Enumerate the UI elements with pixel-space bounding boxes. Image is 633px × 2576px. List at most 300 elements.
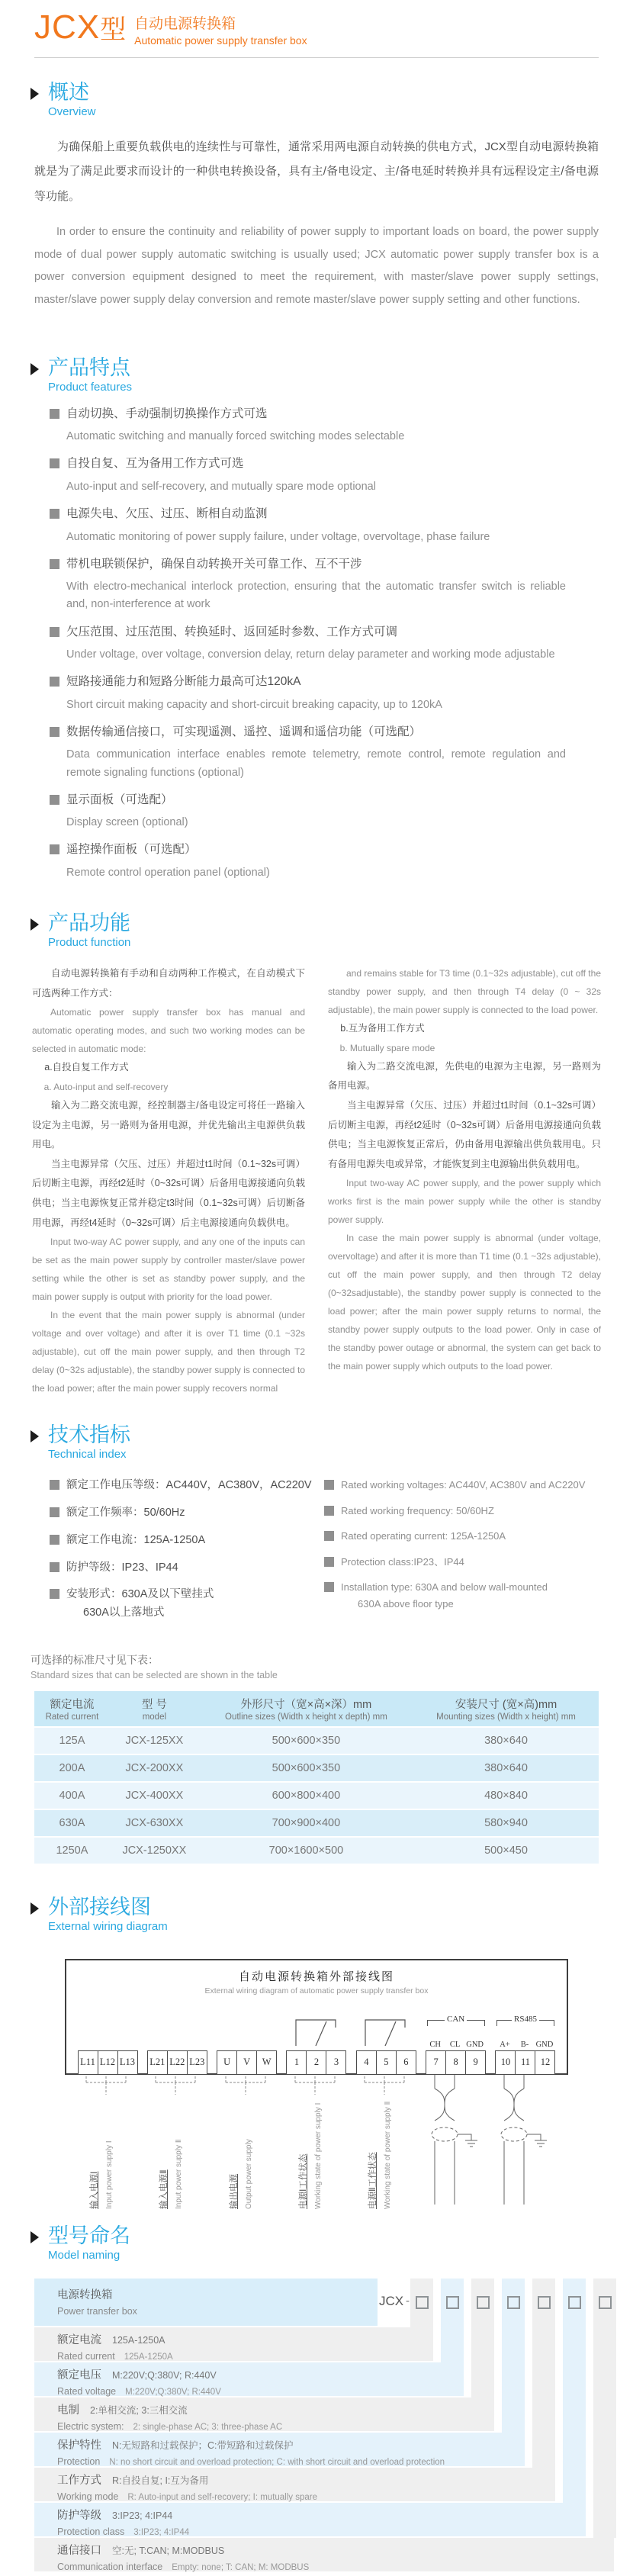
- naming-label-cn: 电制: [57, 2404, 79, 2417]
- table-cell: 480×840: [413, 1782, 599, 1809]
- technical-item-text: [341, 1529, 506, 1544]
- naming-column-strip: [563, 2279, 586, 2503]
- header-label-en: model: [142, 1712, 167, 1722]
- size-table-note: [31, 1652, 599, 1680]
- feature-text-cn: [50, 674, 599, 690]
- table-cell: 500×600×350: [199, 1754, 413, 1782]
- technical-item-cont: 630A above floor type: [358, 1597, 454, 1610]
- naming-label-cn: 保护特性: [57, 2439, 101, 2452]
- pin-label: CH: [429, 2040, 441, 2049]
- technical-item: [50, 1587, 324, 1622]
- naming-column-strip: [593, 2279, 616, 2538]
- section-wiring-heading: [31, 1896, 633, 1933]
- feature-label-cn: 带机电联锁保护，确保自动转换开关可靠工作、互不干涉: [66, 557, 362, 571]
- size-table-note-en: Standard sizes that can be selected are shown in the table: [31, 1669, 278, 1680]
- section-overview-heading: [31, 81, 633, 118]
- technical-item-line: 防护等级：IP23、IP44: [66, 1561, 178, 1574]
- section-title-cn: 概述: [48, 81, 89, 104]
- wiring-lane: [493, 2075, 554, 2212]
- terminal-overhead: [217, 2009, 278, 2050]
- section-triangle-icon: [31, 88, 39, 100]
- model-code: JCX: [34, 8, 101, 46]
- naming-row: [34, 2468, 555, 2501]
- table-row: [34, 1782, 599, 1809]
- feature-label-en: Short circuit making capacity and short-circuit breaking capacity, up to 120kA: [66, 698, 442, 711]
- terminal-group: [495, 2009, 556, 2075]
- terminal-cell: 2: [306, 2050, 326, 2075]
- technical-item-line: Rated operating current: 125A-1250A: [341, 1530, 506, 1542]
- technical-item-line: 额定工作频率：50/60Hz: [66, 1507, 185, 1520]
- bullet-square-icon: [50, 1507, 59, 1517]
- wiring-diagram-title-en: External wiring diagram of automatic power supply transfer box: [204, 1986, 429, 1996]
- feature-label-en: Data communication interface enables remote telemetry, remote control, remote regulation and remote signaling functions (optional): [66, 748, 566, 779]
- table-cell: 380×640: [413, 1727, 599, 1754]
- feature-label-en: Automatic switching and manually forced switching modes selectable: [66, 430, 405, 443]
- naming-value-en: N: no short circuit and overload protection; C: with short circuit and overload protection: [109, 2457, 445, 2467]
- technical-item-line: 额定工作电流：125A-1250A: [66, 1533, 206, 1546]
- header-label-cn: 额定电流: [50, 1698, 95, 1711]
- terminal-cells: [495, 2050, 555, 2075]
- technical-index-lists: [50, 1478, 599, 1632]
- terminal-group: [146, 2009, 207, 2075]
- naming-label-en: Power transfer box: [57, 2305, 137, 2317]
- naming-value-cn: 2:单相交流; 3:三相交流: [90, 2404, 188, 2416]
- table-cell: 125A: [34, 1727, 110, 1754]
- naming-label-en: Communication interface: [57, 2561, 163, 2572]
- terminal-cell: 10: [495, 2050, 516, 2075]
- naming-value-cn: 3:IP23; 4:IP44: [112, 2510, 173, 2521]
- wire-label-cn: 输入电源Ⅰ: [90, 2171, 99, 2209]
- section-triangle-icon: [31, 1430, 39, 1442]
- function-paragraph: In case the main power supply is abnormal (under voltage, overvoltage) and after it is more than T1 time (0.1 ~32s adjustable), cut off the main power supply, and then through T2 delay (0~32sadjustable), the standby power supply is connected to the load power; after the main power supply returns to normal, the standby power supply outputs to the load power. Only in case of the standby power outage or abnormal, the system can get back to the main power supply which outputs to the load power.: [328, 1233, 601, 1372]
- function-paragraph: and remains stable for T3 time (0.1~32s adjustable), cut off the standby power supply, and then through T4 delay (0 ~ 32s adjustable), the main power supply is connected to the load power.: [328, 968, 601, 1016]
- feature-text-cn: [50, 455, 599, 472]
- naming-row-line-cn: [57, 2507, 586, 2523]
- table-header-cell: [34, 1691, 110, 1727]
- terminal-overhead: [146, 2009, 207, 2050]
- terminal-cell: 3: [326, 2050, 346, 2075]
- wire-label-cn: 输出电源: [229, 2173, 239, 2209]
- table-cell: JCX-125XX: [110, 1727, 199, 1754]
- naming-row-line-cn: [57, 2366, 464, 2382]
- bus-bracket: [427, 2014, 485, 2026]
- function-paragraph: b.互为备用工作方式: [340, 1023, 425, 1034]
- terminal-group: [355, 2009, 416, 2075]
- technical-item-text: [341, 1478, 585, 1493]
- pin-label: A+: [500, 2040, 510, 2049]
- naming-label-en: Protection class: [57, 2526, 125, 2537]
- terminal-cell: L21: [147, 2050, 168, 2075]
- feature-label-en: Under voltage, over voltage, conversion delay, return delay parameter and working mode adjustable: [66, 648, 555, 661]
- naming-row-line-en: [57, 2525, 586, 2539]
- table-cell: 700×900×400: [199, 1809, 413, 1837]
- section-triangle-icon: [31, 363, 39, 375]
- pin-label: CL: [449, 2040, 461, 2049]
- technical-item: [50, 1560, 324, 1577]
- bullet-square-icon: [50, 559, 59, 569]
- table-cell: 500×600×350: [199, 1727, 413, 1754]
- table-cell: JCX-200XX: [110, 1754, 199, 1782]
- naming-row-line-cn: [57, 2401, 494, 2417]
- table-row: [34, 1809, 599, 1837]
- bullet-square-icon: [50, 409, 59, 419]
- section-title-en: Overview: [48, 105, 96, 119]
- feature-text-cn: [50, 841, 599, 858]
- feature-label-cn: 自动切换、手动强制切换操作方式可选: [66, 407, 268, 420]
- model-naming-diagram: [34, 2279, 614, 2576]
- table-cell: 1250A: [34, 1837, 110, 1864]
- naming-label-cn: 额定电流: [57, 2333, 101, 2346]
- bullet-square-icon: [50, 1562, 59, 1572]
- feature-text-cn: [50, 624, 599, 641]
- technical-item-line: Rated working frequency: 50/60HZ: [341, 1504, 494, 1516]
- feature-label-en: Auto-input and self-recovery, and mutually spare mode optional: [66, 480, 376, 493]
- function-paragraph: a.自投自复工作方式: [44, 1062, 129, 1073]
- terminal-overhead: [355, 2009, 416, 2050]
- bullet-square-icon: [50, 1589, 59, 1599]
- naming-value-en: Empty: none; T: CAN; M: MODBUS: [172, 2562, 310, 2572]
- product-model-title: [34, 8, 127, 46]
- wire-label-en: Input power supply Ⅱ: [175, 2139, 184, 2209]
- technical-item-line: Protection class:IP23、IP44: [341, 1555, 464, 1568]
- technical-item: [324, 1503, 599, 1519]
- dashed-bracket-icon: [145, 2075, 206, 2095]
- table-cell: 700×1600×500: [199, 1837, 413, 1864]
- naming-label-cn: 额定电压: [57, 2369, 101, 2381]
- naming-value-en: 3:IP23; 4:IP44: [133, 2527, 190, 2537]
- section-title-en: External wiring diagram: [48, 1919, 168, 1933]
- terminal-cells: [356, 2050, 416, 2075]
- naming-label-cn: 电源转换箱: [57, 2288, 113, 2301]
- table-cell: 400A: [34, 1782, 110, 1809]
- section-title-en: Product function: [48, 936, 131, 950]
- relay-contact-icon: [355, 2009, 416, 2047]
- overview-paragraph-en: In order to ensure the continuity and reliability of power supply to important loads on board, the power supply mode of dual power supply automatic switching is usually used; JCX automatic power supply transfer box is a power conversion equipment designed to meet the requirement, with master/slave power supply settings, master/slave power supply delay conversion and remote master/slave power supply setting and other functions.: [34, 225, 599, 306]
- naming-row-line-en: [57, 2455, 525, 2468]
- technical-item: [50, 1478, 324, 1494]
- technical-item-text: [341, 1503, 494, 1519]
- section-title-cn: 产品功能: [48, 912, 130, 934]
- naming-column-strip: [441, 2279, 464, 2362]
- technical-item-line: 额定工作电压等级：AC440V，AC380V，AC220V: [66, 1479, 312, 1492]
- table-cell: 600×800×400: [199, 1782, 413, 1809]
- header-label-en: Mounting sizes (Width x height) mm: [436, 1712, 576, 1722]
- wire-label-cn: 输入电源Ⅱ: [159, 2169, 169, 2209]
- technical-item-text: [66, 1587, 214, 1622]
- function-paragraph: Input two-way AC power supply, and any one of the inputs can be set as the main power supply by controller master/slave power setting while the other is set as standby power supply, and the main power supply is output with priority for the load power.: [32, 1237, 305, 1303]
- table-header-cell: [413, 1691, 599, 1727]
- pin-label: GND: [535, 2040, 554, 2049]
- naming-row-line-en: [57, 2560, 614, 2574]
- terminal-cells: [147, 2050, 207, 2075]
- table-cell: 200A: [34, 1754, 110, 1782]
- naming-row-line-cn: [57, 2542, 614, 2558]
- header-label-cn: 型 号: [141, 1698, 167, 1711]
- naming-label-en: Protection: [57, 2455, 101, 2467]
- table-row: [34, 1754, 599, 1782]
- feature-text-cn: [50, 792, 599, 809]
- table-cell: JCX-400XX: [110, 1782, 199, 1809]
- technical-list-en: [324, 1478, 599, 1632]
- connector-holder: [493, 2075, 554, 2210]
- naming-value-en: 125A-1250A: [124, 2352, 173, 2362]
- wiring-lane: [424, 2075, 485, 2212]
- naming-row-line-cn: [57, 2286, 378, 2302]
- technical-item-cont: 630A以上落地式: [83, 1606, 165, 1619]
- terminal-group: [217, 2009, 278, 2075]
- vertical-label-pair: [215, 2095, 276, 2209]
- section-title-cn: 技术指标: [48, 1423, 130, 1447]
- vertical-label-pair: [284, 2095, 345, 2209]
- feature-label-cn: 电源失电、欠压、过压、断相自动监测: [66, 507, 268, 521]
- terminal-cell: 5: [376, 2050, 397, 2075]
- naming-prefix: JCX: [379, 2293, 404, 2308]
- table-cell: JCX-630XX: [110, 1809, 199, 1837]
- bracket-line: [467, 2020, 484, 2026]
- twisted-pair-icon: [493, 2075, 554, 2206]
- vertical-label-pair: [76, 2095, 137, 2209]
- naming-code-box: [416, 2296, 429, 2309]
- bullet-square-icon: [50, 509, 59, 519]
- bullet-square-icon: [50, 458, 59, 468]
- feature-label-en: Automatic monitoring of power supply failure, under voltage, overvoltage, phase failure: [66, 530, 490, 543]
- section-title-en: Product features: [48, 380, 133, 394]
- section-title-en: Technical index: [48, 1448, 127, 1462]
- bullet-square-icon: [324, 1531, 334, 1541]
- naming-label-en: Electric system:: [57, 2420, 124, 2432]
- terminal-cell: L22: [167, 2050, 188, 2075]
- bullet-square-icon: [324, 1480, 334, 1490]
- header-label-en: Outline sizes (Width x height x depth) mm: [225, 1712, 387, 1722]
- section-title-cn: 外部接线图: [48, 1895, 151, 1918]
- table-cell: 380×640: [413, 1754, 599, 1782]
- naming-row: [34, 2279, 378, 2326]
- technical-item-text: [341, 1555, 464, 1570]
- dashed-bracket-icon: [284, 2075, 345, 2095]
- naming-row-line-cn: [57, 2331, 433, 2347]
- feature-item: [50, 406, 599, 446]
- dashed-bracket-icon: [354, 2075, 415, 2095]
- technical-item: [324, 1580, 599, 1611]
- naming-row: [34, 2398, 494, 2431]
- naming-code-box: [538, 2296, 551, 2309]
- bullet-square-icon: [50, 677, 59, 687]
- section-triangle-icon: [31, 918, 39, 931]
- feature-item: [50, 455, 599, 496]
- naming-label-en: Working mode: [57, 2491, 119, 2502]
- bullet-square-icon: [50, 844, 59, 854]
- function-left-column: [32, 964, 305, 1397]
- terminal-overhead: [426, 2009, 487, 2050]
- terminal-overhead: [286, 2009, 347, 2050]
- technical-item-line: Installation type: 630A and below wall-mounted: [341, 1581, 548, 1594]
- function-paragraph: Automatic power supply transfer box has manual and automatic operating modes, and such two working modes can be selected in automatic mode:: [32, 1007, 305, 1055]
- technical-item: [324, 1478, 599, 1493]
- function-paragraph: b. Mutually spare mode: [339, 1042, 435, 1053]
- terminal-cell: V: [236, 2050, 257, 2075]
- standard-sizes-table: [34, 1691, 599, 1865]
- function-paragraph: 输入为二路交流电源，经控制器主/备电设定可将任一路输入设定为主电源，另一路则为备用电源，并优先输出主电源供负载用电。: [32, 1099, 305, 1150]
- naming-label-en: Rated current: [57, 2350, 115, 2362]
- feature-label-cn: 自投自复、互为备用工作方式可选: [66, 457, 244, 471]
- bullet-square-icon: [50, 795, 59, 805]
- product-title-cn: 自动电源转换箱: [134, 16, 236, 32]
- dashed-bracket-icon: [215, 2075, 276, 2095]
- technical-item-text: [341, 1580, 548, 1611]
- terminal-cell: L13: [117, 2050, 138, 2075]
- naming-code-box: [507, 2296, 520, 2309]
- pin-labels: [426, 2041, 487, 2049]
- technical-item-text: [66, 1532, 205, 1549]
- feature-label-en: Display screen (optional): [66, 816, 188, 829]
- wire-label-cn: 电源Ⅰ工作状态: [298, 2153, 308, 2209]
- feature-label-en: With electro-mechanical interlock protection, ensuring that the automatic transfer switch is reliable and, non-interference at work: [66, 580, 566, 611]
- wire-label-cn: 电源Ⅱ工作状态: [368, 2152, 378, 2209]
- section-title-cn: 产品特点: [48, 355, 130, 379]
- feature-item: [50, 556, 599, 614]
- function-paragraph: Input two-way AC power supply, and the power supply which works first is the main power supply while the other is standby power supply.: [328, 1178, 601, 1226]
- naming-row-line-cn: [57, 2471, 555, 2488]
- bus-name-label: CAN: [447, 2014, 465, 2024]
- page-header: [0, 0, 633, 47]
- naming-value-en: M:220V;Q:380V; R:440V: [125, 2387, 221, 2397]
- terminal-cells: [217, 2050, 277, 2075]
- table-row: [34, 1727, 599, 1754]
- function-paragraph: a. Auto-input and self-recovery: [43, 1081, 169, 1092]
- bullet-square-icon: [324, 1506, 334, 1516]
- features-list: [0, 406, 633, 882]
- terminal-cell: 8: [445, 2050, 466, 2075]
- bracket-line: [539, 2020, 554, 2026]
- section-title-cn: 型号命名: [48, 2224, 130, 2247]
- function-paragraph: 输入为二路交流电源，先供电的电源为主电源，另一路则为备用电源。: [328, 1060, 601, 1092]
- naming-value-cn: M:220V;Q:380V; R:440V: [112, 2369, 217, 2381]
- bullet-square-icon: [324, 1582, 334, 1592]
- bullet-square-icon: [324, 1557, 334, 1567]
- table-header-cell: [110, 1691, 199, 1727]
- function-right-column: [328, 964, 601, 1397]
- table-header-row: [34, 1691, 599, 1727]
- feature-text-cn: [50, 506, 599, 523]
- naming-code-box: [446, 2296, 459, 2309]
- wiring-labels-row: [65, 2075, 565, 2212]
- wire-label-en: Working state of power supply Ⅰ: [313, 2102, 323, 2209]
- function-paragraph: 当主电源异常（欠压、过压）并超过t1时间（0.1~32s可调）后切断主电源，再经t2延时（0~32s可调）后备用电源接通向负载供电；当主电源恢复正常后，仍由备用电源输出供负载用电。只有备用电源失电或异常，才能恢复到主电源输出供负载用电。: [328, 1099, 601, 1169]
- naming-row-line-en: [57, 2420, 494, 2433]
- feature-item: [50, 724, 599, 782]
- terminal-cell: 11: [515, 2050, 535, 2075]
- terminal-cells: [426, 2050, 486, 2075]
- naming-value-en: 2: single-phase AC; 3: three-phase AC: [133, 2422, 283, 2432]
- naming-code-box: [599, 2296, 612, 2309]
- feature-label-cn: 显示面板（可选配）: [66, 793, 173, 806]
- terminal-overhead: [77, 2009, 138, 2050]
- function-paragraph: In the event that the main power supply is abnormal (under voltage and over voltage) and after it is over T1 time (0.1 ~32s adjustable), cut off the main power supply, and then through T2 delay (0~32s adjustable), the standby power supply is connected to the load power; after the main power supply recovers normal: [32, 1310, 305, 1394]
- table-header-cell: [199, 1691, 413, 1727]
- naming-value-cn: N:无短路和过载保护；C:带短路和过载保护: [112, 2439, 294, 2451]
- technical-item: [50, 1532, 324, 1549]
- wiring-diagram-box: [65, 1959, 568, 2075]
- bus-bracket: [496, 2014, 554, 2026]
- naming-row: [34, 2503, 586, 2536]
- feature-text-cn: [50, 406, 599, 423]
- feature-item: [50, 674, 599, 714]
- relay-contact-icon: [286, 2009, 347, 2047]
- wire-label-en: Working state of power supply Ⅱ: [384, 2101, 393, 2209]
- technical-list-cn: [50, 1478, 324, 1632]
- table-cell: 580×940: [413, 1809, 599, 1837]
- feature-item: [50, 624, 599, 664]
- feature-text-cn: [50, 724, 599, 741]
- terminal-cell: 1: [286, 2050, 307, 2075]
- terminal-cell: 9: [465, 2050, 486, 2075]
- table-cell: 500×450: [413, 1837, 599, 1864]
- wiring-diagram-title-cn: 自动电源转换箱外部接线图: [238, 1970, 394, 1983]
- technical-item-line: 安装形式：630A及以下壁挂式: [66, 1588, 214, 1601]
- technical-item-text: [66, 1478, 312, 1494]
- feature-label-cn: 短路接通能力和短路分断能力最高可达120kA: [66, 675, 301, 689]
- section-technical-heading: [31, 1423, 633, 1461]
- section-triangle-icon: [31, 1902, 39, 1915]
- product-title-en: Automatic power supply transfer box: [134, 34, 307, 47]
- feature-label-cn: 欠压范围、过压范围、转换延时、返回延时参数、工作方式可调: [66, 625, 398, 638]
- function-columns: [32, 964, 601, 1397]
- terminal-cell: L12: [98, 2050, 118, 2075]
- header-label-en: Rated current: [45, 1712, 99, 1722]
- bracket-line: [427, 2020, 445, 2026]
- header-label-cn: 外形尺寸（宽×高×深）mm: [240, 1698, 372, 1711]
- section-title-en: Model naming: [48, 2248, 120, 2262]
- terminal-cells: [78, 2050, 138, 2075]
- pin-label: B-: [520, 2040, 529, 2049]
- section-naming-heading: [31, 2224, 633, 2262]
- bullet-square-icon: [50, 1480, 59, 1490]
- bullet-square-icon: [50, 1535, 59, 1545]
- naming-dash: -: [406, 2294, 410, 2307]
- bullet-square-icon: [50, 727, 59, 737]
- table-cell: JCX-1250XX: [110, 1837, 199, 1864]
- terminal-cell: 7: [426, 2050, 446, 2075]
- twisted-pair-icon: [424, 2075, 485, 2206]
- function-paragraph: 当主电源异常（欠压、过压）并超过t1时间（0.1~32s可调）后切断主电源，再经t2延时（0~32s可调）后备用电源接通向负载供电；当主电源恢复正常并稳定t3时间（0.1~32s可调）后切断备用电源，再经t4延时（0~32s可调）后主电源接通向负载供电。: [32, 1158, 305, 1228]
- feature-item: [50, 841, 599, 882]
- pin-labels: [495, 2041, 556, 2049]
- technical-item: [324, 1529, 599, 1544]
- size-table-note-cn: 可选择的标准尺寸见下表：: [31, 1653, 159, 1666]
- model-suffix: 型: [100, 15, 127, 44]
- technical-item-line: Rated working voltages: AC440V, AC380V and AC220V: [341, 1479, 586, 1491]
- naming-value-cn: 空:无; T:CAN; M:MODBUS: [112, 2545, 225, 2556]
- naming-row: [34, 2362, 464, 2396]
- naming-row: [34, 2538, 614, 2571]
- terminal-cell: 6: [396, 2050, 416, 2075]
- naming-code-box: [477, 2296, 490, 2309]
- naming-label-cn: 防护等级: [57, 2509, 101, 2522]
- naming-row-line-en: [57, 2349, 433, 2363]
- pin-label: GND: [466, 2040, 484, 2049]
- naming-label-en: Rated voltage: [57, 2385, 117, 2397]
- terminal-cell: L23: [187, 2050, 207, 2075]
- naming-row-line-en: [57, 2304, 378, 2318]
- naming-value-cn: R:自投自复; I:互为备用: [112, 2475, 209, 2486]
- header-label-cn: 安装尺寸 (宽×高)mm: [455, 1698, 557, 1711]
- wiring-lane: [76, 2075, 137, 2212]
- wiring-lane: [354, 2075, 415, 2212]
- naming-label-cn: 通信接口: [57, 2544, 101, 2557]
- section-function-heading: [31, 912, 633, 949]
- function-paragraph: 自动电源转换箱有手动和自动两种工作模式，在自动模式下可选两种工作方式：: [32, 968, 305, 999]
- terminal-cell: L11: [78, 2050, 98, 2075]
